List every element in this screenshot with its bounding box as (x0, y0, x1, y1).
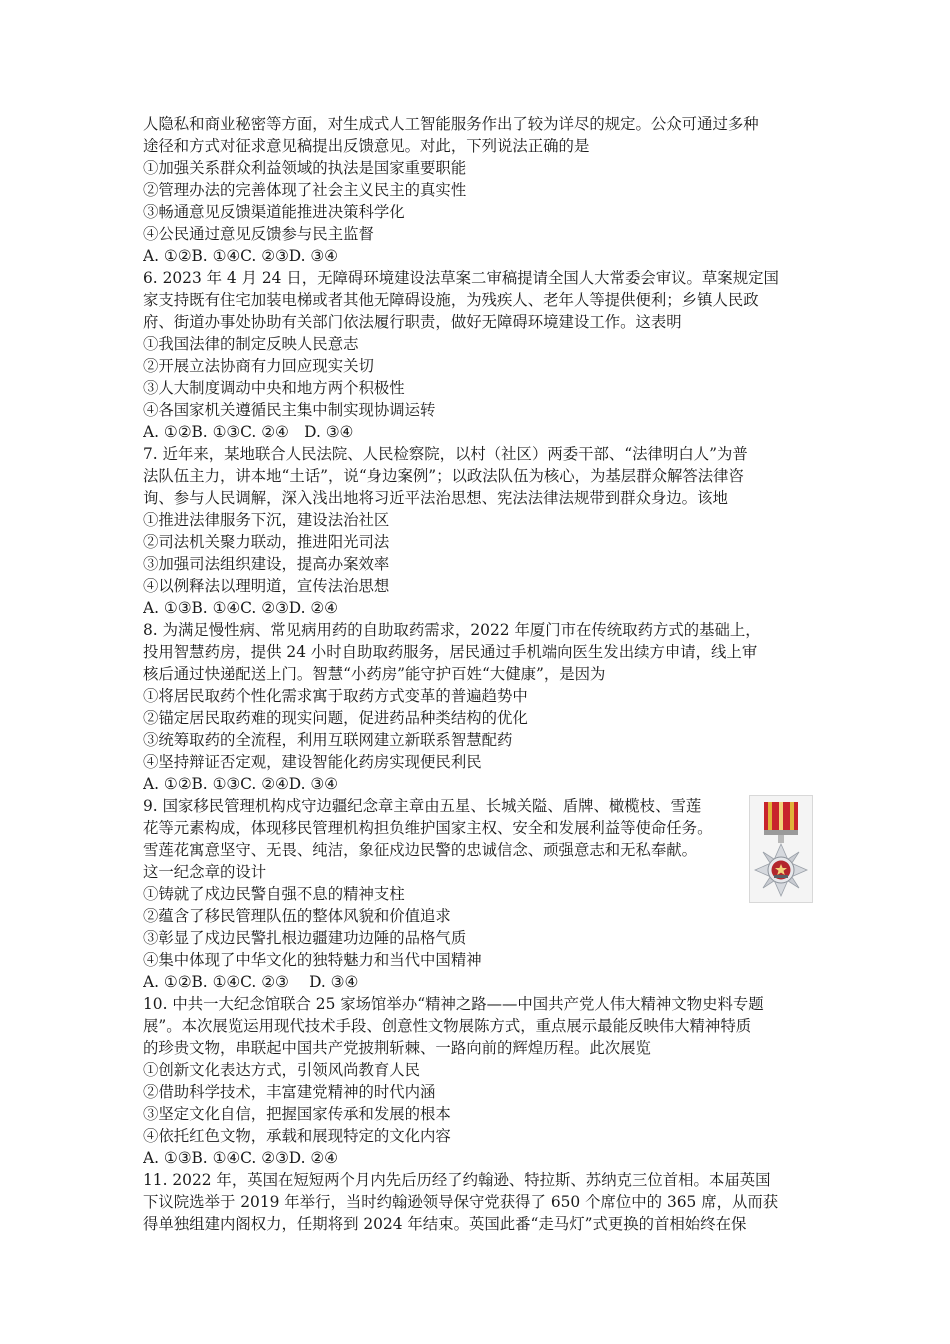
text-block-q5-q8 (143, 113, 815, 795)
text-line: 6. 2023 年 4 月 24 日，无障碍环境建设法草案二审稿提请全国人大常委会审议。草案规定国 (143, 269, 779, 287)
text-line: 花等元素构成，体现移民管理机构担负维护国家主权、安全和发展利益等使命任务。 (143, 819, 713, 837)
commemorative-medal-icon (749, 795, 813, 903)
text-line: ②开展立法协商有力回应现实关切 (143, 357, 374, 375)
text-line: 投用智慧药房，提供 24 小时自助取药服务，居民通过手机端向医生发出续方申请，线上审 (143, 643, 758, 661)
text-line: 7. 近年来，某地联合人民法院、人民检察院，以村（社区）两委干部、“法律明白人”为普 (143, 445, 748, 463)
text-line: ③坚定文化自信，把握国家传承和发展的根本 (143, 1105, 451, 1123)
question-9-stem (143, 795, 815, 883)
text-line: ③彰显了戍边民警扎根边疆建功边陲的品格气质 (143, 929, 467, 947)
text-line: ④以例释法以理明道，宣传法治思想 (143, 577, 390, 595)
text-line: 这一纪念章的设计 (143, 863, 267, 881)
text-line: 家支持既有住宅加装电梯或者其他无障碍设施，为残疾人、老年人等提供便利；乡镇人民政 (143, 291, 759, 309)
text-line: ④坚持辩证否定观，建设智能化药房实现便民利民 (143, 753, 482, 771)
text-line: ①我国法律的制定反映人民意志 (143, 335, 359, 353)
text-line: 得单独组建内阁权力，任期将到 2024 年结束。英国此番“走马灯”式更换的首相始终在保 (143, 1215, 747, 1233)
text-line: 法队伍主力，讲本地“土话”，说“身边案例”；以政法队伍为核心，为基层群众解答法律咨 (143, 467, 744, 485)
text-line: 9. 国家移民管理机构戍守边疆纪念章主章由五星、长城关隘、盾牌、橄榄枝、雪莲 (143, 797, 702, 815)
text-line: 人隐私和商业秘密等方面，对生成式人工智能服务作出了较为详尽的规定。公众可通过多种 (143, 115, 759, 133)
text-line: ④公民通过意见反馈参与民主监督 (143, 225, 374, 243)
document-page (143, 113, 815, 1235)
text-line: 途径和方式对征求意见稿提出反馈意见。对此，下列说法正确的是 (143, 137, 590, 155)
text-line: A. ①③B. ①④C. ②③D. ②④ (143, 599, 338, 617)
text-block-q9-q11 (143, 883, 815, 1235)
text-line: 8. 为满足慢性病、常见病用药的自助取药需求，2022 年厦门市在传统取药方式的基础上， (143, 621, 761, 639)
text-line: A. ①②B. ①④C. ②③D. ③④ (143, 247, 338, 265)
text-line: 的珍贵文物，串联起中国共产党披荆斩棘、一路向前的辉煌历程。此次展览 (143, 1039, 651, 1057)
text-line: ①铸就了戍边民警自强不息的精神支柱 (143, 885, 405, 903)
text-line: A. ①②B. ①④C. ②③ D. ③④ (143, 973, 359, 991)
text-line: ③畅通意见反馈渠道能推进决策科学化 (143, 203, 405, 221)
text-line: ③加强司法组织建设，提高办案效率 (143, 555, 390, 573)
text-line: A. ①③B. ①④C. ②③D. ②④ (143, 1149, 338, 1167)
text-line: ④集中体现了中华文化的独特魅力和当代中国精神 (143, 951, 482, 969)
text-line: A. ①②B. ①③C. ②④D. ③④ (143, 775, 338, 793)
text-line: 询、参与人民调解，深入浅出地将习近平法治思想、宪法法律法规带到群众身边。该地 (143, 489, 728, 507)
text-line: ③统筹取药的全流程，利用互联网建立新联系智慧配药 (143, 731, 513, 749)
text-line: ①将居民取药个性化需求寓于取药方式变革的普遍趋势中 (143, 687, 528, 705)
question-9 (143, 795, 815, 883)
text-line: 雪莲花寓意坚守、无畏、纯洁，象征戍边民警的忠诚信念、顽强意志和无私奉献。 (143, 841, 698, 859)
text-line: 展”。本次展览运用现代技术手段、创意性文物展陈方式，重点展示最能反映伟大精神特质 (143, 1017, 752, 1035)
text-line: 府、街道办事处协助有关部门依法履行职责，做好无障碍环境建设工作。这表明 (143, 313, 682, 331)
text-line: ②蕴含了移民管理队伍的整体风貌和价值追求 (143, 907, 451, 925)
text-line: ②锚定居民取药难的现实问题，促进药品种类结构的优化 (143, 709, 528, 727)
text-line: ④依托红色文物，承载和展现特定的文化内容 (143, 1127, 451, 1145)
text-line: ②管理办法的完善体现了社会主义民主的真实性 (143, 181, 467, 199)
text-line: ④各国家机关遵循民主集中制实现协调运转 (143, 401, 436, 419)
text-line: 下议院选举于 2019 年举行，当时约翰逊领导保守党获得了 650 个席位中的 365 席，从而获 (143, 1193, 779, 1211)
text-line: 11. 2022 年，英国在短短两个月内先后历经了约翰逊、特拉斯、苏纳克三位首相。本届英国 (143, 1171, 771, 1189)
text-line: ②借助科学技术，丰富建党精神的时代内涵 (143, 1083, 436, 1101)
text-line: ①创新文化表达方式，引领风尚教育人民 (143, 1061, 421, 1079)
text-line: ③人大制度调动中央和地方两个积极性 (143, 379, 405, 397)
text-line: 10. 中共一大纪念馆联合 25 家场馆举办“精神之路——中国共产党人伟大精神文物史料专题 (143, 995, 764, 1013)
text-line: ②司法机关聚力联动，推进阳光司法 (143, 533, 390, 551)
text-line: 核后通过快递配送上门。智慧“小药房”能守护百姓“大健康”，是因为 (143, 665, 606, 683)
text-line: A. ①②B. ①③C. ②④ D. ③④ (143, 423, 354, 441)
text-line: ①加强关系群众利益领域的执法是国家重要职能 (143, 159, 467, 177)
text-line: ①推进法律服务下沉，建设法治社区 (143, 511, 390, 529)
